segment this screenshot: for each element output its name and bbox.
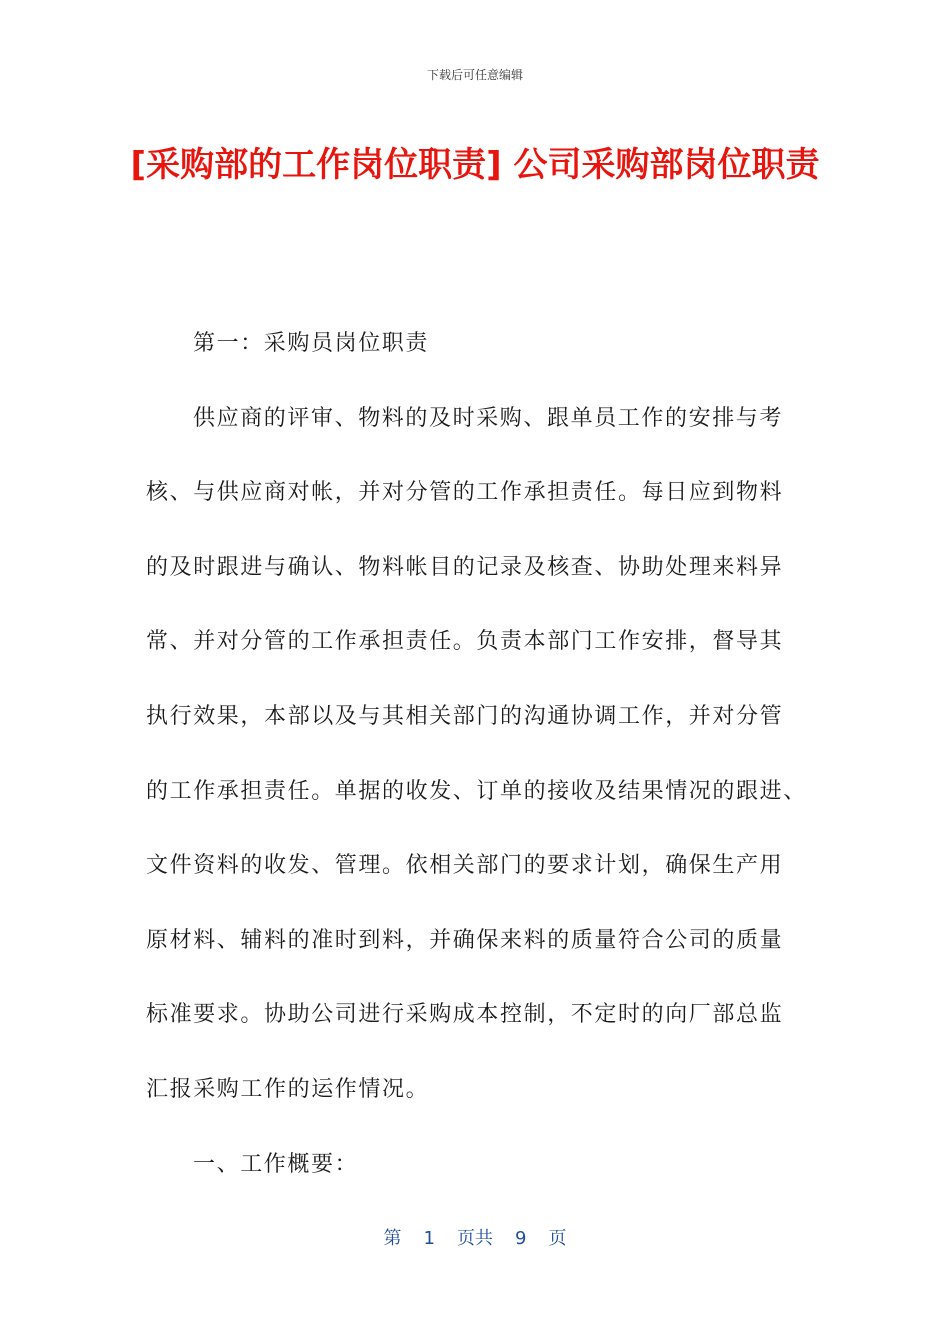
total-pages: 9: [515, 1228, 527, 1249]
header-note: 下载后可任意编辑: [426, 68, 523, 82]
paragraph-line: 标准要求。协助公司进行采购成本控制，不定时的向厂部总监: [146, 1002, 784, 1028]
page-prefix: 第: [383, 1228, 402, 1249]
paragraph-line: 供应商的评审、物料的及时采购、跟单员工作的安排与考: [193, 405, 784, 431]
paragraph-line: 原材料、辅料的准时到料，并确保来料的质量符合公司的质量: [146, 927, 784, 953]
paragraph-line: 的工作承担责任。单据的收发、订单的接收及结果情况的跟进、: [146, 778, 807, 804]
document-title: [采购部的工作岗位职责] 公司采购部岗位职责: [130, 145, 820, 185]
paragraph-line: 汇报采购工作的运作情况。: [146, 1076, 430, 1102]
section-heading: 一、工作概要：: [193, 1151, 359, 1177]
page-middle: 页共: [457, 1228, 493, 1249]
page-footer: [0, 1224, 950, 1250]
page-number: 1: [423, 1228, 435, 1249]
paragraph-line: 文件资料的收发、管理。依相关部门的要求计划，确保生产用: [146, 853, 784, 879]
paragraph-line: 的及时跟进与确认、物料帐目的记录及核查、协助处理来料异: [146, 554, 784, 580]
paragraph-line: 执行效果，本部以及与其相关部门的沟通协调工作，并对分管: [146, 703, 784, 729]
paragraph-line: 常、并对分管的工作承担责任。负责本部门工作安排，督导其: [146, 629, 784, 655]
document-body: [146, 318, 810, 1213]
page-suffix: 页: [548, 1228, 567, 1249]
paragraph-line: 核、与供应商对帐，并对分管的工作承担责任。每日应到物料: [146, 480, 784, 506]
section-heading: 第一：采购员岗位职责: [193, 331, 430, 356]
